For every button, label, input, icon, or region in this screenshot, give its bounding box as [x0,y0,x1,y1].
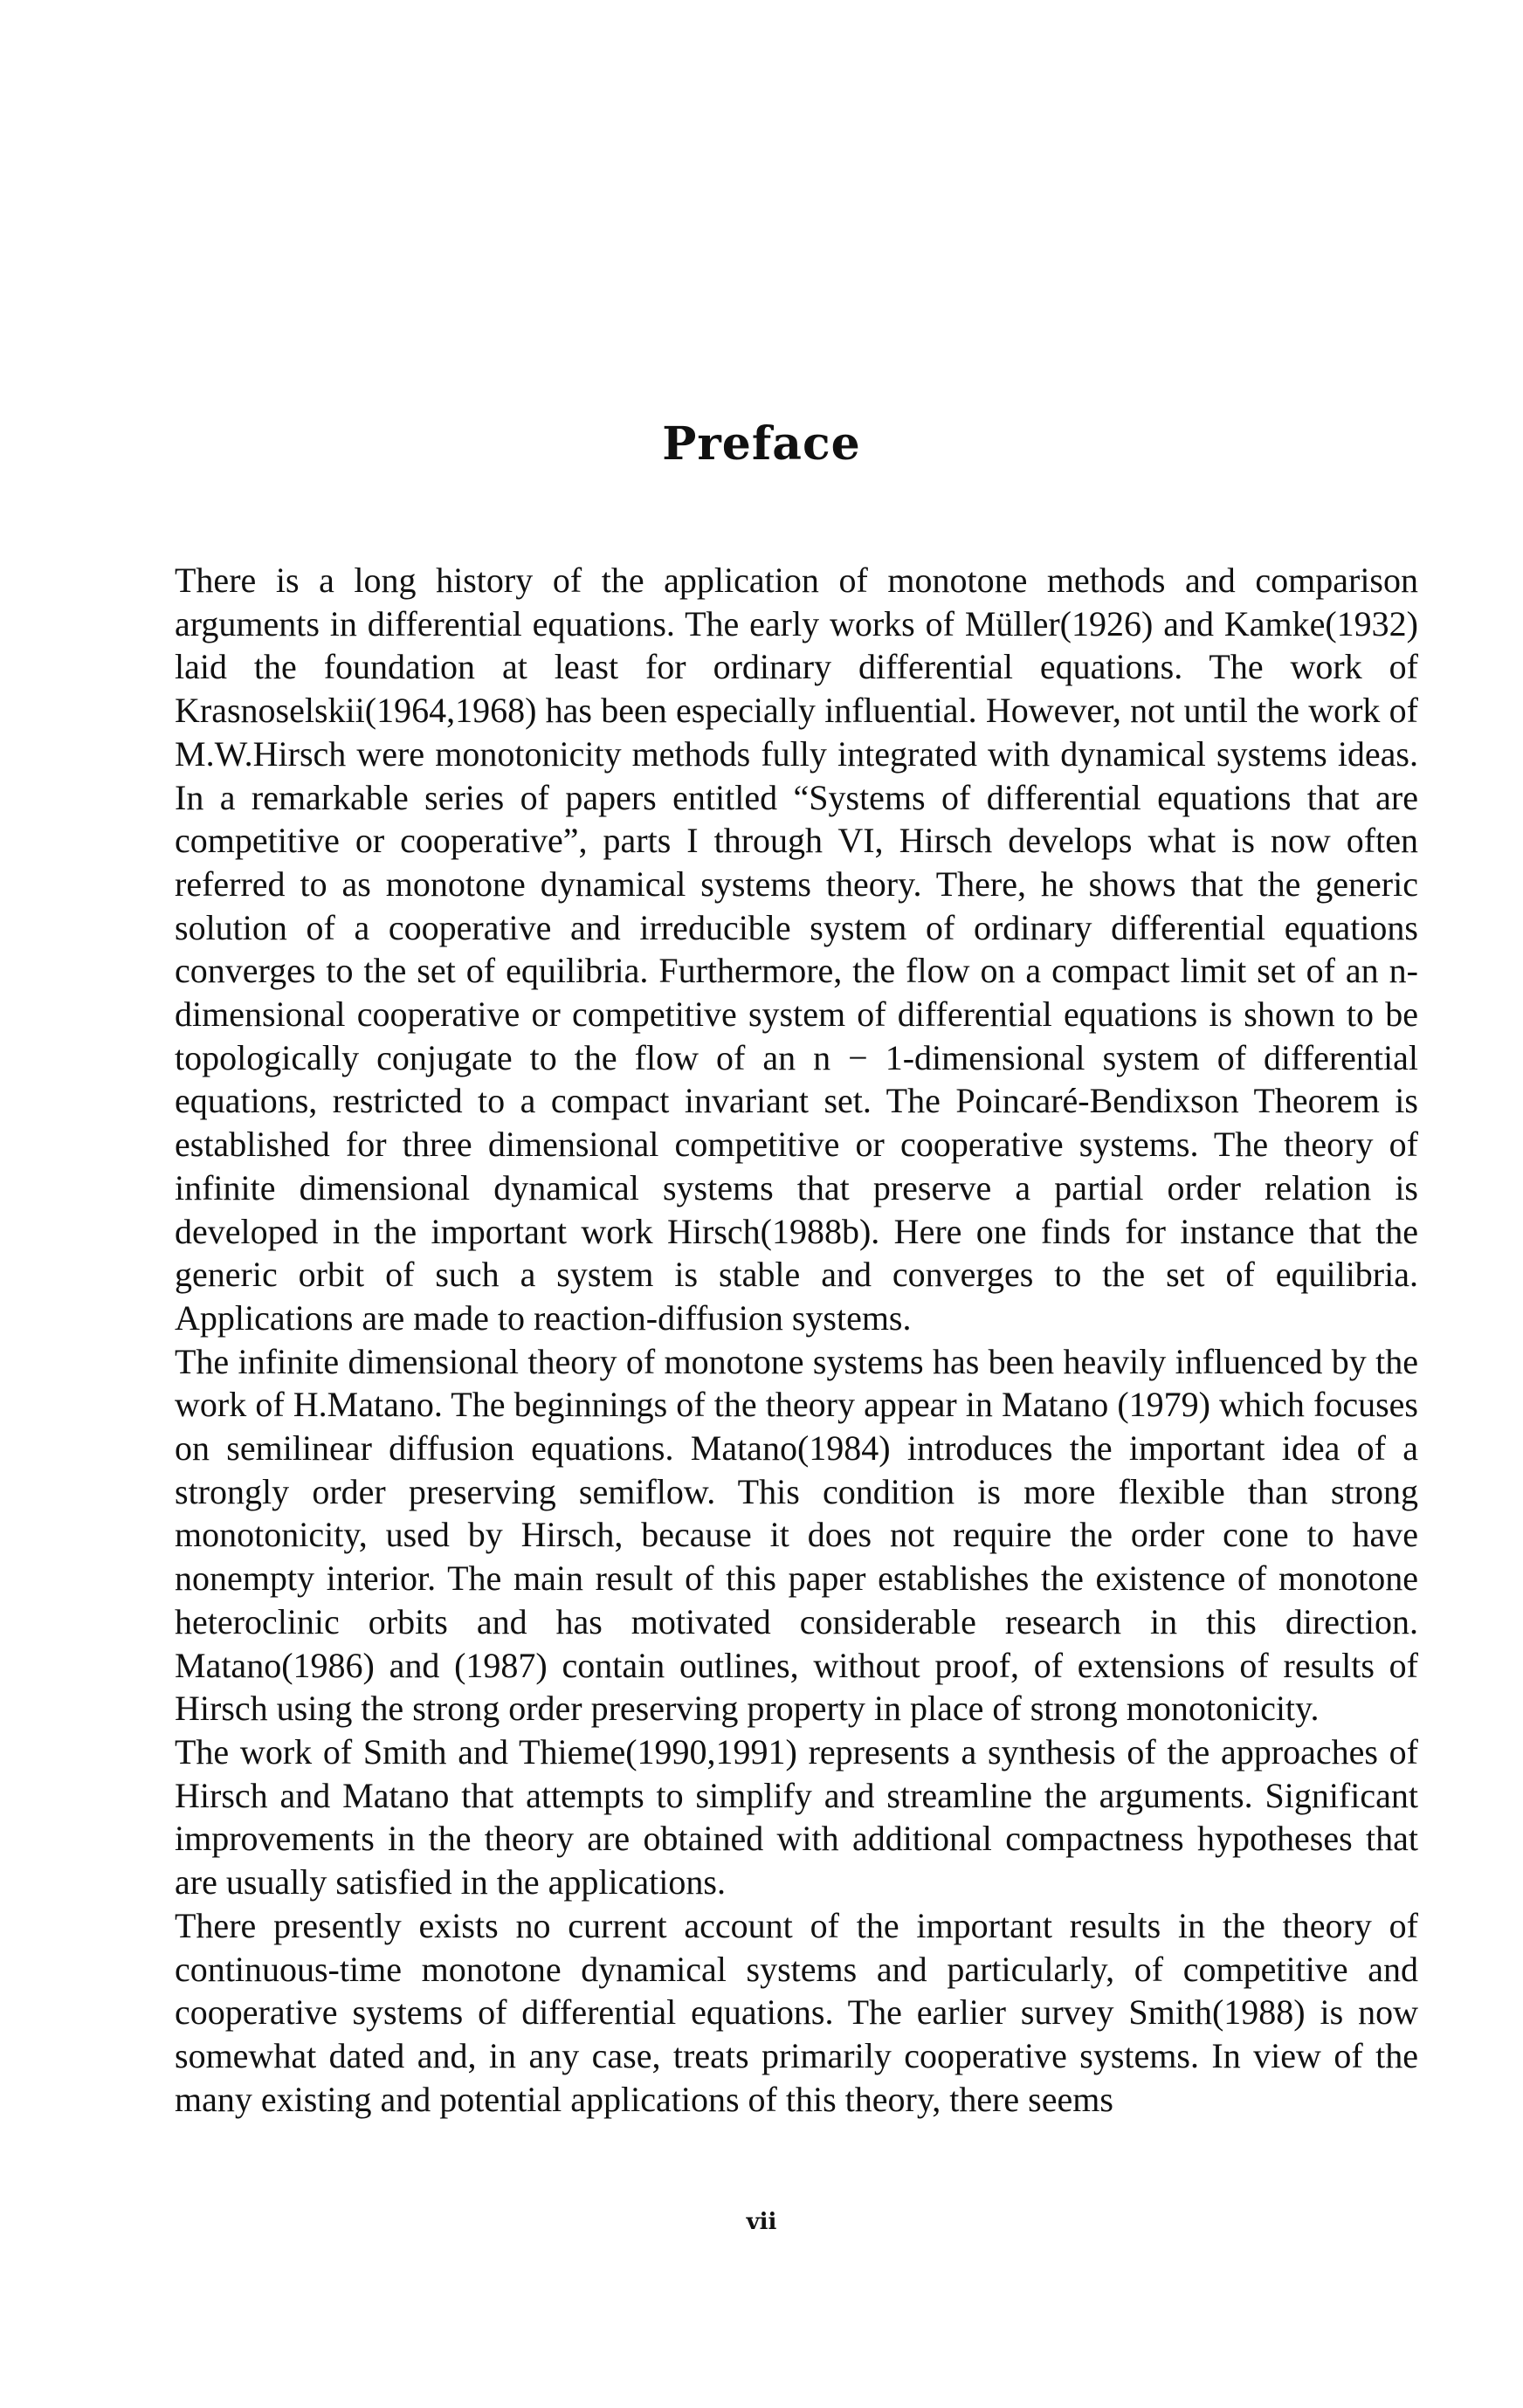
paragraph-3: The work of Smith and Thieme(1990,1991) represents a synthesis of the approaches of Hirsch and Matano that attempts to simplify and streamline the arguments. Significant improvements in the theory are obtained with additional compactness hypotheses that are usually satisfied in the applications. [175,1731,1418,1902]
paragraph-1: There is a long history of the application of monotone methods and comparison arguments in differential equations. The early works of Müller(1926) and Kamke(1932) laid the foundation at least for ordinary differential equations. The work of Krasnoselskii(1964,1968) has been especially influential. However, not until the work of M.W.Hirsch were monotonicity methods fully integrated with dynamical systems ideas. In a remarkable series of papers entitled “Systems of differential equations that are competitive or cooperative”, parts I through VI, Hirsch develops what is now often referred to as monotone dynamical systems theory. There, he shows that the generic solution of a cooperative and irreducible system of ordinary differential equations converges to the set of equilibria. Furthermore, the flow on a compact limit set of an n-dimensional cooperative or competitive system of differential equations is shown to be topologically conjugate to the flow of an n − 1-dimensional system of differential equations, restricted to a compact invariant set. The Poincaré-Bendixson Theorem is established for three dimensional competitive or cooperative systems. The theory of infinite dimensional dynamical systems that preserve a partial order relation is developed in the important work Hirsch(1988b). Here one finds for instance that the generic orbit of such a system is stable and converges to the set of equilibria. Applications are made to reaction-diffusion systems. [175,561,1418,1338]
paragraph-2: The infinite dimensional theory of monotone systems has been heavily influenced by the work of H.Matano. The beginnings of the theory appear in Matano (1979) which focuses on semilinear diffusion equations. Matano(1984) introduces the important idea of a strongly order preserving semiflow. This condition is more flexible than strong monotonicity, used by Hirsch, because it does not require the order cone to have nonempty interior. The main result of this paper establishes the existence of monotone heteroclinic orbits and has motivated considerable research in this direction. Matano(1986) and (1987) contain outlines, without proof, of extensions of results of Hirsch using the strong order preserving property in place of strong monotonicity. [175,1341,1418,1729]
page-number: vii [746,2209,777,2235]
paragraph-4: There presently exists no current account of the important results in the theory of continuous-time monotone dynamical systems and particularly, of competitive and cooperative systems of differential equations. The earlier survey Smith(1988) is now somewhat dated and, in any case, treats primarily cooperative systems. In view of the many existing and potential applications of this theory, there seems [175,1905,1418,2119]
page-title: Preface [662,417,861,471]
preface-body [175,559,1418,2121]
